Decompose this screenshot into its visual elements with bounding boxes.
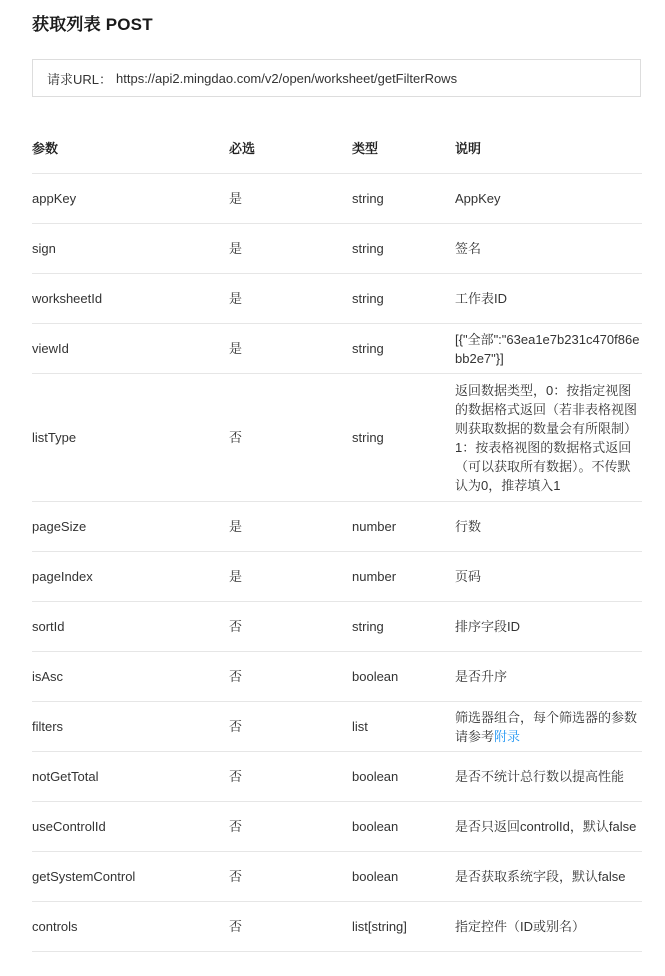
param-name: worksheetId (32, 274, 229, 324)
param-required: 是 (229, 502, 352, 552)
param-description (455, 602, 642, 652)
param-type: string (352, 324, 455, 374)
param-description (455, 702, 642, 752)
param-description-text: 指定控件（ID或别名） (455, 919, 586, 934)
param-name: sign (32, 224, 229, 274)
param-name: listType (32, 374, 229, 502)
table-row (32, 702, 642, 752)
header-required: 必选 (229, 124, 352, 174)
filters-description-text: 筛选器组合，每个筛选器的参数请参考 (455, 709, 638, 744)
param-description-text: 是否不统计总行数以提高性能 (455, 769, 625, 784)
param-description (455, 852, 642, 902)
param-required: 是 (229, 174, 352, 224)
param-required: 是 (229, 552, 352, 602)
table-row (32, 224, 642, 274)
param-description-text (455, 708, 642, 746)
param-type: list (352, 702, 455, 752)
table-row (32, 902, 642, 952)
params-table (32, 124, 642, 952)
param-type: list[string] (352, 902, 455, 952)
param-name: controls (32, 902, 229, 952)
request-url-value: https://api2.mingdao.com/v2/open/worksheet/getFilterRows (116, 70, 458, 86)
param-type: string (352, 602, 455, 652)
param-type: boolean (352, 752, 455, 802)
param-description-text: 是否只返回controlId，默认false (455, 819, 637, 834)
table-header-row (32, 124, 642, 174)
param-description (455, 552, 642, 602)
param-description-text: 是否获取系统字段，默认false (455, 869, 626, 884)
param-type: string (352, 174, 455, 224)
param-type: string (352, 224, 455, 274)
param-name: filters (32, 702, 229, 752)
param-description (455, 502, 642, 552)
param-type: boolean (352, 852, 455, 902)
param-description-text: 工作表ID (455, 291, 508, 306)
table-row (32, 852, 642, 902)
table-row (32, 802, 642, 852)
table-row (32, 502, 642, 552)
param-description-text: 排序字段ID (455, 619, 521, 634)
table-row (32, 652, 642, 702)
appendix-link[interactable]: 附录 (494, 728, 521, 744)
param-required: 否 (229, 602, 352, 652)
param-description-text: AppKey (455, 191, 501, 206)
param-description-text: 行数 (455, 519, 482, 534)
param-description (455, 752, 642, 802)
param-required: 否 (229, 902, 352, 952)
param-description-text: 是否升序 (455, 669, 508, 684)
param-required: 否 (229, 852, 352, 902)
param-description (455, 374, 642, 502)
header-param: 参数 (32, 124, 229, 174)
param-name: sortId (32, 602, 229, 652)
param-description-text: 签名 (455, 241, 482, 256)
param-description (455, 652, 642, 702)
table-row (32, 752, 642, 802)
param-description (455, 224, 642, 274)
param-required: 否 (229, 374, 352, 502)
param-required: 否 (229, 652, 352, 702)
page-title: 获取列表 POST (32, 15, 153, 34)
param-type: string (352, 374, 455, 502)
param-type: boolean (352, 652, 455, 702)
table-row (32, 274, 642, 324)
param-description (455, 174, 642, 224)
param-name: notGetTotal (32, 752, 229, 802)
param-name: viewId (32, 324, 229, 374)
param-type: string (352, 274, 455, 324)
header-type: 类型 (352, 124, 455, 174)
param-type: number (352, 552, 455, 602)
param-description-text: 返回数据类型，0：按指定视图的数据格式返回（若非表格视图则获取数据的数量会有所限制） 1：按表格视图的数据格式返回（可以获取所有数据）。不传默认为0，推荐填入1 (455, 382, 638, 493)
table-row (32, 374, 642, 502)
param-description (455, 802, 642, 852)
param-required: 是 (229, 324, 352, 374)
request-url-label: 请求URL： (47, 71, 113, 87)
param-name: getSystemControl (32, 852, 229, 902)
param-required: 否 (229, 702, 352, 752)
param-description (455, 274, 642, 324)
param-name: pageSize (32, 502, 229, 552)
param-name: pageIndex (32, 552, 229, 602)
param-name: isAsc (32, 652, 229, 702)
request-url-box (32, 59, 641, 97)
param-required: 是 (229, 224, 352, 274)
param-required: 否 (229, 802, 352, 852)
param-description (455, 902, 642, 952)
table-row (32, 174, 642, 224)
param-required: 否 (229, 752, 352, 802)
param-description-text: 页码 (455, 569, 482, 584)
param-description-text: [{"全部":"63ea1e7b231c470f86ebb2e7"}] (455, 331, 640, 366)
param-description (455, 324, 642, 374)
table-row (32, 602, 642, 652)
param-type: boolean (352, 802, 455, 852)
param-name: appKey (32, 174, 229, 224)
table-row (32, 324, 642, 374)
param-name: useControlId (32, 802, 229, 852)
header-description: 说明 (455, 124, 642, 174)
param-type: number (352, 502, 455, 552)
table-row (32, 552, 642, 602)
param-required: 是 (229, 274, 352, 324)
